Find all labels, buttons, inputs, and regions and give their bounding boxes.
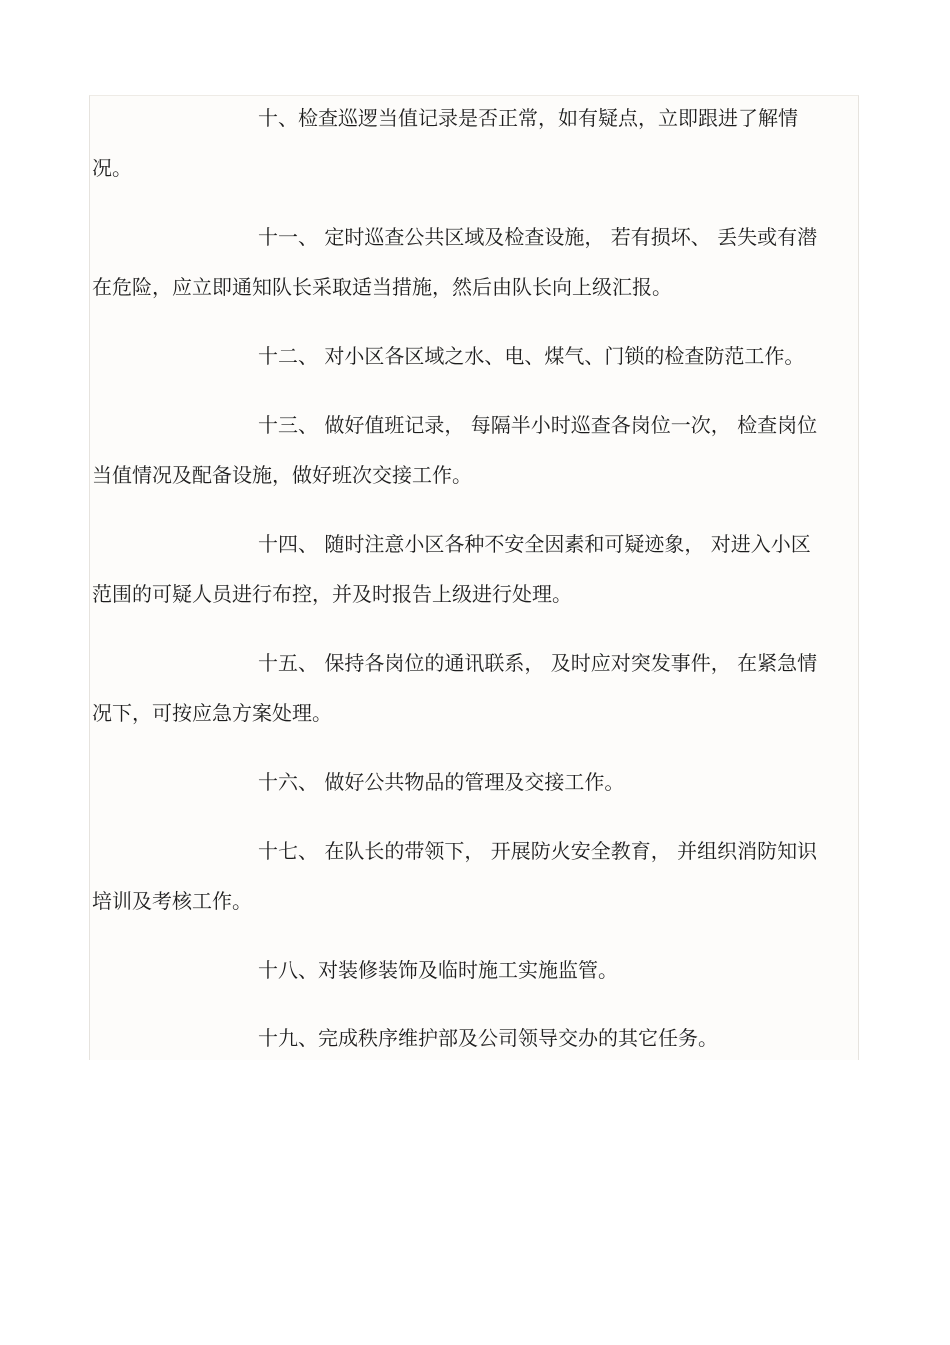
item-text-line2: 况下，可按应急方案处理。 (92, 701, 332, 725)
item-text-line2: 范围的可疑人员进行布控，并及时报告上级进行处理。 (92, 582, 572, 606)
item-text-line1: 十六、 做好公共物品的管理及交接工作。 (258, 770, 625, 794)
item-text-line1: 十、检查巡逻当值记录是否正常，如有疑点，立即跟进了解情 (258, 106, 798, 130)
document-content (89, 95, 859, 1060)
item-text-line2: 在危险，应立即通知队长采取适当措施，然后由队长向上级汇报。 (92, 275, 672, 299)
item-text-line2: 当值情况及配备设施，做好班次交接工作。 (92, 463, 472, 487)
item-text-line1: 十三、 做好值班记录， 每隔半小时巡查各岗位一次， 检查岗位 (258, 413, 818, 437)
item-text-line2: 况。 (92, 156, 132, 180)
item-text-line1: 十二、 对小区各区域之水、电、煤气、门锁的检查防范工作。 (258, 344, 805, 368)
item-text-line1: 十五、 保持各岗位的通讯联系， 及时应对突发事件， 在紧急情 (258, 651, 818, 675)
item-text-line1: 十九、完成秩序维护部及公司领导交办的其它任务。 (258, 1026, 718, 1050)
item-text-line1: 十四、 随时注意小区各种不安全因素和可疑迹象， 对进入小区 (258, 532, 811, 556)
item-text-line1: 十一、 定时巡查公共区域及检查设施， 若有损坏、 丢失或有潜 (258, 225, 818, 249)
item-text-line1: 十八、对装修装饰及临时施工实施监管。 (258, 958, 618, 982)
item-text-line1: 十七、 在队长的带领下， 开展防火安全教育， 并组织消防知识 (258, 839, 818, 863)
item-text-line2: 培训及考核工作。 (92, 889, 252, 913)
